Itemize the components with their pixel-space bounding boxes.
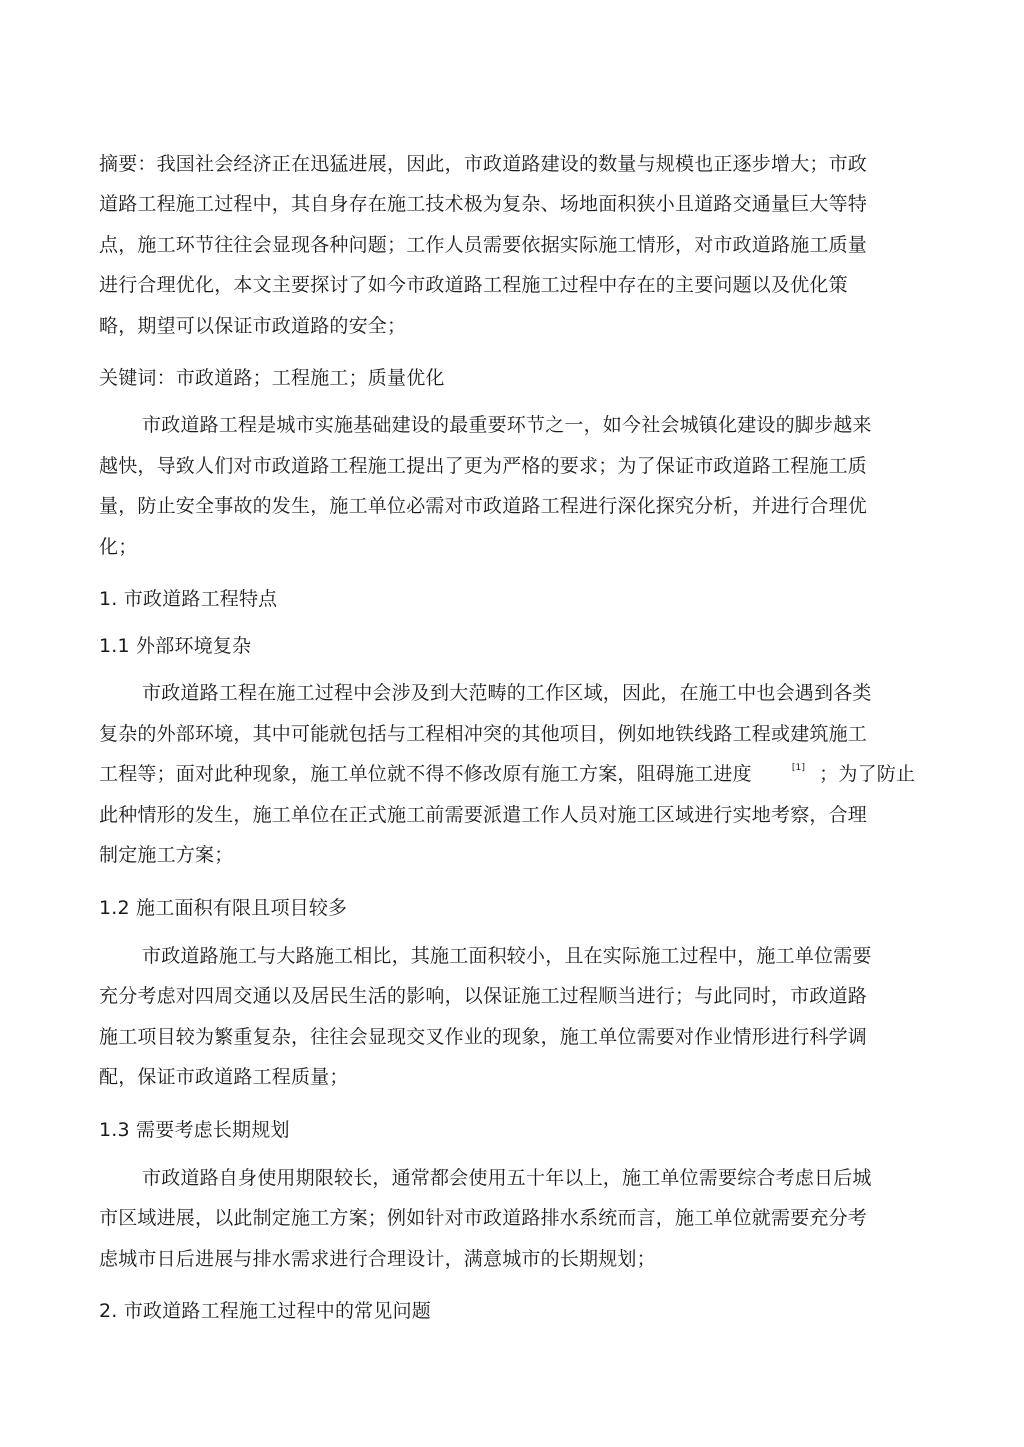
subsection-heading: 1.3 需要考虑长期规划	[99, 1119, 290, 1141]
subsection-heading: 1.2 施工面积有限且项目较多	[99, 897, 348, 919]
paragraph-text: 工程等；面对此种现象，施工单位就不得不修改原有施工方案，阻碍施工进度	[99, 763, 752, 785]
citation-marker: [1]	[791, 763, 806, 773]
keywords: 关键词：市政道路；工程施工；质量优化	[99, 367, 445, 389]
abstract-line: 进行合理优化，本文主要探讨了如今市政道路工程施工过程中存在的主要问题以及优化策	[99, 274, 848, 296]
abstract-line: 摘要：我国社会经济正在迅猛进展，因此，市政道路建设的数量与规模也正逐步增大；市政	[99, 153, 868, 175]
paragraph-line: 市政道路自身使用期限较长，通常都会使用五十年以上，施工单位需要综合考虑日后城	[142, 1167, 872, 1189]
paragraph-line: 施工项目较为繁重复杂，往往会显现交叉作业的现象，施工单位需要对作业情形进行科学调	[99, 1026, 868, 1048]
paragraph-line: 复杂的外部环境，其中可能就包括与工程相冲突的其他项目，例如地铁线路工程或建筑施工	[99, 723, 868, 745]
intro-line: 市政道路工程是城市实施基础建设的最重要环节之一，如今社会城镇化建设的脚步越来	[142, 414, 872, 436]
abstract-line: 点，施工环节往往会显现各种问题；工作人员需要依据实际施工情形，对市政道路施工质量	[99, 234, 868, 256]
intro-line: 化；	[99, 536, 138, 558]
section-heading: 2. 市政道路工程施工过程中的常见问题	[99, 1300, 431, 1322]
paragraph-line-with-citation	[99, 760, 915, 792]
paragraph-line: 虑城市日后进展与排水需求进行合理设计，满意城市的长期规划；	[99, 1248, 656, 1270]
intro-line: 量，防止安全事故的发生，施工单位必需对市政道路工程进行深化探究分析，并进行合理优	[99, 495, 868, 517]
paragraph-line: 市政道路工程在施工过程中会涉及到大范畴的工作区域，因此，在施工中也会遇到各类	[142, 682, 872, 704]
paragraph-line: 市政道路施工与大路施工相比，其施工面积较小，且在实际施工过程中，施工单位需要	[142, 945, 872, 967]
section-heading: 1. 市政道路工程特点	[99, 588, 278, 610]
abstract-line: 略，期望可以保证市政道路的安全；	[99, 315, 407, 337]
paragraph-line: 市区域进展，以此制定施工方案；例如针对市政道路排水系统而言，施工单位就需要充分考	[99, 1207, 868, 1229]
intro-line: 越快，导致人们对市政道路工程施工提出了更为严格的要求；为了保证市政道路工程施工质	[99, 455, 868, 477]
paragraph-line: 配，保证市政道路工程质量；	[99, 1066, 349, 1088]
paragraph-line: 制定施工方案；	[99, 844, 234, 866]
paragraph-line: 充分考虑对四周交通以及居民生活的影响，以保证施工过程顺当进行；与此同时，市政道路	[99, 985, 868, 1007]
paragraph-text: ；为了防止	[819, 763, 916, 785]
abstract-line: 道路工程施工过程中，其自身存在施工技术极为复杂、场地面积狭小且道路交通量巨大等特	[99, 193, 868, 215]
paragraph-line: 此种情形的发生，施工单位在正式施工前需要派遣工作人员对施工区域进行实地考察，合理	[99, 804, 868, 826]
subsection-heading: 1.1 外部环境复杂	[99, 635, 252, 657]
